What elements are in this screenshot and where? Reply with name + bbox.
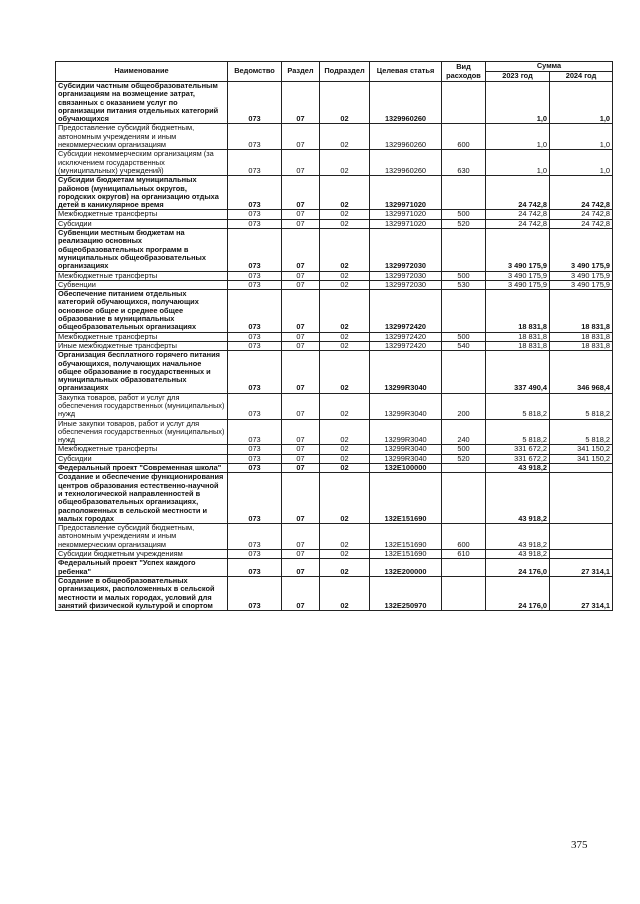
cell-target: 1329971020 bbox=[370, 219, 442, 228]
cell-amount-2023: 1,0 bbox=[486, 150, 550, 176]
cell-subsection: 02 bbox=[320, 393, 370, 419]
cell-target: 1329960260 bbox=[370, 82, 442, 124]
cell-expense-type: 600 bbox=[442, 524, 486, 550]
cell-subsection: 02 bbox=[320, 219, 370, 228]
col-header-expense-type: Вид расходов bbox=[442, 62, 486, 82]
cell-subsection: 02 bbox=[320, 576, 370, 610]
cell-subsection: 02 bbox=[320, 229, 370, 271]
cell-amount-2024: 18 831,8 bbox=[550, 290, 613, 332]
table-row bbox=[56, 124, 613, 150]
cell-name: Закупка товаров, работ и услуг для обеспечения государственных (муниципальных) нужд bbox=[56, 393, 228, 419]
cell-name: Субсидии частным общеобразовательным организациям на возмещение затрат, связанных с оказанием услуг по организации питания отдельных категорий обучающихся bbox=[56, 82, 228, 124]
cell-expense-type bbox=[442, 464, 486, 473]
cell-target: 1329971020 bbox=[370, 176, 442, 210]
cell-amount-2023: 331 672,2 bbox=[486, 454, 550, 463]
cell-section: 07 bbox=[282, 524, 320, 550]
table-row bbox=[56, 210, 613, 219]
cell-name: Межбюджетные трансферты bbox=[56, 332, 228, 341]
cell-ministry: 073 bbox=[228, 550, 282, 559]
cell-target: 132E200000 bbox=[370, 559, 442, 577]
col-header-ministry: Ведомство bbox=[228, 62, 282, 82]
table-row bbox=[56, 82, 613, 124]
cell-amount-2023: 43 918,2 bbox=[486, 550, 550, 559]
cell-section: 07 bbox=[282, 341, 320, 350]
cell-target: 13299R3040 bbox=[370, 351, 442, 393]
table-row bbox=[56, 341, 613, 350]
cell-amount-2024 bbox=[550, 464, 613, 473]
cell-amount-2024: 3 490 175,9 bbox=[550, 280, 613, 289]
cell-section: 07 bbox=[282, 280, 320, 289]
cell-subsection: 02 bbox=[320, 290, 370, 332]
cell-section: 07 bbox=[282, 332, 320, 341]
cell-subsection: 02 bbox=[320, 445, 370, 454]
cell-target: 13299R3040 bbox=[370, 445, 442, 454]
table-row bbox=[56, 473, 613, 524]
col-header-amount: Сумма bbox=[486, 62, 613, 72]
cell-section: 07 bbox=[282, 393, 320, 419]
cell-ministry: 073 bbox=[228, 351, 282, 393]
cell-section: 07 bbox=[282, 445, 320, 454]
cell-expense-type bbox=[442, 82, 486, 124]
cell-section: 07 bbox=[282, 473, 320, 524]
cell-section: 07 bbox=[282, 464, 320, 473]
cell-target: 1329972420 bbox=[370, 341, 442, 350]
cell-subsection: 02 bbox=[320, 210, 370, 219]
cell-amount-2023: 18 831,8 bbox=[486, 341, 550, 350]
cell-amount-2024: 1,0 bbox=[550, 124, 613, 150]
cell-amount-2024: 18 831,8 bbox=[550, 341, 613, 350]
cell-target: 1329971020 bbox=[370, 210, 442, 219]
table-row bbox=[56, 351, 613, 393]
cell-name: Обеспечение питанием отдельных категорий обучающихся, получающих основное общее и среднее общее образование в муниципальных общеобразовательных организациях bbox=[56, 290, 228, 332]
cell-name: Субсидии бюджетным учреждениям bbox=[56, 550, 228, 559]
cell-amount-2024 bbox=[550, 524, 613, 550]
cell-ministry: 073 bbox=[228, 332, 282, 341]
cell-expense-type bbox=[442, 229, 486, 271]
cell-amount-2023: 43 918,2 bbox=[486, 464, 550, 473]
cell-section: 07 bbox=[282, 176, 320, 210]
col-header-subsection: Подраздел bbox=[320, 62, 370, 82]
cell-amount-2024: 5 818,2 bbox=[550, 393, 613, 419]
cell-name: Создание и обеспечение функционирования центров образования естественно-научной и технологической направленностей в общеобразовательных организациях, расположенных в сельской местности и малых городах bbox=[56, 473, 228, 524]
cell-amount-2023: 24 176,0 bbox=[486, 559, 550, 577]
table-row bbox=[56, 559, 613, 577]
cell-section: 07 bbox=[282, 271, 320, 280]
cell-subsection: 02 bbox=[320, 351, 370, 393]
cell-target: 1329960260 bbox=[370, 150, 442, 176]
cell-ministry: 073 bbox=[228, 559, 282, 577]
cell-name: Субвенции местным бюджетам на реализацию основных общеобразовательных программ в муниципальных общеобразовательных организациях bbox=[56, 229, 228, 271]
col-header-section: Раздел bbox=[282, 62, 320, 82]
cell-section: 07 bbox=[282, 351, 320, 393]
cell-target: 13299R3040 bbox=[370, 419, 442, 445]
cell-amount-2023: 5 818,2 bbox=[486, 419, 550, 445]
cell-subsection: 02 bbox=[320, 332, 370, 341]
cell-amount-2024: 18 831,8 bbox=[550, 332, 613, 341]
table-row bbox=[56, 445, 613, 454]
cell-name: Организация бесплатного горячего питания обучающихся, получающих начальное общее образование в государственных и муниципальных образовательных организациях bbox=[56, 351, 228, 393]
cell-ministry: 073 bbox=[228, 290, 282, 332]
cell-section: 07 bbox=[282, 219, 320, 228]
col-header-year-2024: 2024 год bbox=[550, 72, 613, 82]
cell-section: 07 bbox=[282, 559, 320, 577]
cell-subsection: 02 bbox=[320, 464, 370, 473]
table-body bbox=[56, 82, 613, 611]
cell-amount-2024 bbox=[550, 550, 613, 559]
cell-amount-2024: 3 490 175,9 bbox=[550, 271, 613, 280]
cell-section: 07 bbox=[282, 210, 320, 219]
table-row bbox=[56, 280, 613, 289]
cell-amount-2023: 24 742,8 bbox=[486, 176, 550, 210]
cell-ministry: 073 bbox=[228, 271, 282, 280]
cell-ministry: 073 bbox=[228, 176, 282, 210]
cell-name: Межбюджетные трансферты bbox=[56, 210, 228, 219]
cell-expense-type bbox=[442, 559, 486, 577]
table-row bbox=[56, 454, 613, 463]
cell-target: 1329972030 bbox=[370, 280, 442, 289]
cell-amount-2023: 43 918,2 bbox=[486, 473, 550, 524]
cell-subsection: 02 bbox=[320, 271, 370, 280]
cell-target: 132E250970 bbox=[370, 576, 442, 610]
cell-subsection: 02 bbox=[320, 341, 370, 350]
cell-expense-type: 600 bbox=[442, 124, 486, 150]
table-row bbox=[56, 290, 613, 332]
cell-amount-2023: 18 831,8 bbox=[486, 332, 550, 341]
cell-subsection: 02 bbox=[320, 150, 370, 176]
cell-subsection: 02 bbox=[320, 82, 370, 124]
cell-name: Субсидии бюджетам муниципальных районов (муниципальных округов, городских округов) на организацию отдыха детей в каникулярное время bbox=[56, 176, 228, 210]
table-row bbox=[56, 524, 613, 550]
cell-amount-2023: 43 918,2 bbox=[486, 524, 550, 550]
cell-amount-2024: 341 150,2 bbox=[550, 454, 613, 463]
cell-name: Создание в общеобразовательных организациях, расположенных в сельской местности и малых городах, условий для занятий физической культурой и спортом bbox=[56, 576, 228, 610]
cell-amount-2023: 331 672,2 bbox=[486, 445, 550, 454]
budget-table bbox=[55, 61, 613, 611]
cell-subsection: 02 bbox=[320, 280, 370, 289]
cell-amount-2023: 18 831,8 bbox=[486, 290, 550, 332]
cell-expense-type: 500 bbox=[442, 210, 486, 219]
table-row bbox=[56, 176, 613, 210]
cell-ministry: 073 bbox=[228, 393, 282, 419]
cell-amount-2023: 1,0 bbox=[486, 82, 550, 124]
cell-target: 13299R3040 bbox=[370, 454, 442, 463]
cell-expense-type bbox=[442, 351, 486, 393]
cell-section: 07 bbox=[282, 82, 320, 124]
cell-section: 07 bbox=[282, 229, 320, 271]
table-row bbox=[56, 219, 613, 228]
page-number: 375 bbox=[571, 839, 588, 851]
cell-target: 1329972030 bbox=[370, 229, 442, 271]
table-row bbox=[56, 419, 613, 445]
cell-amount-2024: 341 150,2 bbox=[550, 445, 613, 454]
table-row bbox=[56, 464, 613, 473]
cell-name: Федеральный проект "Современная школа" bbox=[56, 464, 228, 473]
table-row bbox=[56, 393, 613, 419]
cell-amount-2024: 24 742,8 bbox=[550, 210, 613, 219]
cell-ministry: 073 bbox=[228, 576, 282, 610]
cell-name: Субсидии bbox=[56, 219, 228, 228]
cell-amount-2024: 27 314,1 bbox=[550, 559, 613, 577]
cell-section: 07 bbox=[282, 290, 320, 332]
cell-name: Иные межбюджетные трансферты bbox=[56, 341, 228, 350]
cell-ministry: 073 bbox=[228, 280, 282, 289]
cell-expense-type bbox=[442, 576, 486, 610]
cell-expense-type: 500 bbox=[442, 271, 486, 280]
cell-expense-type: 530 bbox=[442, 280, 486, 289]
cell-subsection: 02 bbox=[320, 419, 370, 445]
cell-expense-type: 630 bbox=[442, 150, 486, 176]
cell-amount-2023: 3 490 175,9 bbox=[486, 271, 550, 280]
table-row bbox=[56, 576, 613, 610]
cell-amount-2023: 1,0 bbox=[486, 124, 550, 150]
cell-name: Предоставление субсидий бюджетным, автономным учреждениям и иным некоммерческим организациям bbox=[56, 124, 228, 150]
cell-amount-2023: 337 490,4 bbox=[486, 351, 550, 393]
cell-amount-2024: 24 742,8 bbox=[550, 176, 613, 210]
table-row bbox=[56, 332, 613, 341]
cell-ministry: 073 bbox=[228, 445, 282, 454]
cell-amount-2024: 1,0 bbox=[550, 150, 613, 176]
cell-subsection: 02 bbox=[320, 524, 370, 550]
cell-amount-2023: 24 176,0 bbox=[486, 576, 550, 610]
cell-subsection: 02 bbox=[320, 176, 370, 210]
cell-amount-2023: 5 818,2 bbox=[486, 393, 550, 419]
cell-ministry: 073 bbox=[228, 454, 282, 463]
cell-target: 1329960260 bbox=[370, 124, 442, 150]
cell-expense-type: 200 bbox=[442, 393, 486, 419]
cell-ministry: 073 bbox=[228, 124, 282, 150]
cell-expense-type: 610 bbox=[442, 550, 486, 559]
cell-amount-2023: 24 742,8 bbox=[486, 219, 550, 228]
cell-amount-2024: 346 968,4 bbox=[550, 351, 613, 393]
cell-target: 132E151690 bbox=[370, 550, 442, 559]
cell-ministry: 073 bbox=[228, 524, 282, 550]
cell-expense-type: 520 bbox=[442, 219, 486, 228]
cell-ministry: 073 bbox=[228, 82, 282, 124]
cell-amount-2024: 5 818,2 bbox=[550, 419, 613, 445]
budget-table-sheet bbox=[55, 61, 612, 611]
cell-ministry: 073 bbox=[228, 219, 282, 228]
cell-name: Иные закупки товаров, работ и услуг для обеспечения государственных (муниципальных) нужд bbox=[56, 419, 228, 445]
table-row bbox=[56, 150, 613, 176]
cell-subsection: 02 bbox=[320, 559, 370, 577]
cell-name: Субвенции bbox=[56, 280, 228, 289]
cell-ministry: 073 bbox=[228, 473, 282, 524]
cell-expense-type bbox=[442, 176, 486, 210]
col-header-year-2023: 2023 год bbox=[486, 72, 550, 82]
cell-ministry: 073 bbox=[228, 464, 282, 473]
cell-section: 07 bbox=[282, 419, 320, 445]
cell-name: Межбюджетные трансферты bbox=[56, 271, 228, 280]
cell-amount-2024 bbox=[550, 473, 613, 524]
cell-expense-type: 500 bbox=[442, 332, 486, 341]
cell-ministry: 073 bbox=[228, 150, 282, 176]
cell-ministry: 073 bbox=[228, 210, 282, 219]
cell-target: 1329972420 bbox=[370, 332, 442, 341]
cell-expense-type: 240 bbox=[442, 419, 486, 445]
cell-subsection: 02 bbox=[320, 454, 370, 463]
cell-target: 132E100000 bbox=[370, 464, 442, 473]
cell-name: Федеральный проект "Успех каждого ребенка" bbox=[56, 559, 228, 577]
cell-amount-2024: 3 490 175,9 bbox=[550, 229, 613, 271]
cell-section: 07 bbox=[282, 576, 320, 610]
cell-amount-2024: 27 314,1 bbox=[550, 576, 613, 610]
cell-name: Субсидии bbox=[56, 454, 228, 463]
col-header-name: Наименование bbox=[56, 62, 228, 82]
cell-section: 07 bbox=[282, 150, 320, 176]
cell-expense-type: 520 bbox=[442, 454, 486, 463]
table-row bbox=[56, 229, 613, 271]
cell-expense-type: 500 bbox=[442, 445, 486, 454]
cell-target: 1329972030 bbox=[370, 271, 442, 280]
cell-target: 1329972420 bbox=[370, 290, 442, 332]
col-header-target: Целевая статья bbox=[370, 62, 442, 82]
cell-amount-2023: 3 490 175,9 bbox=[486, 229, 550, 271]
cell-subsection: 02 bbox=[320, 550, 370, 559]
cell-ministry: 073 bbox=[228, 419, 282, 445]
cell-ministry: 073 bbox=[228, 341, 282, 350]
cell-section: 07 bbox=[282, 124, 320, 150]
table-row bbox=[56, 271, 613, 280]
cell-section: 07 bbox=[282, 550, 320, 559]
cell-target: 132E151690 bbox=[370, 524, 442, 550]
table-header-row bbox=[56, 62, 613, 72]
cell-expense-type: 540 bbox=[442, 341, 486, 350]
cell-amount-2023: 3 490 175,9 bbox=[486, 280, 550, 289]
cell-expense-type bbox=[442, 473, 486, 524]
cell-amount-2023: 24 742,8 bbox=[486, 210, 550, 219]
cell-name: Межбюджетные трансферты bbox=[56, 445, 228, 454]
cell-subsection: 02 bbox=[320, 124, 370, 150]
table-row bbox=[56, 550, 613, 559]
cell-target: 132E151690 bbox=[370, 473, 442, 524]
cell-expense-type bbox=[442, 290, 486, 332]
cell-ministry: 073 bbox=[228, 229, 282, 271]
cell-target: 13299R3040 bbox=[370, 393, 442, 419]
cell-amount-2024: 1,0 bbox=[550, 82, 613, 124]
cell-amount-2024: 24 742,8 bbox=[550, 219, 613, 228]
cell-name: Предоставление субсидий бюджетным, автономным учреждениям и иным некоммерческим организациям bbox=[56, 524, 228, 550]
cell-subsection: 02 bbox=[320, 473, 370, 524]
cell-name: Субсидии некоммерческим организациям (за исключением государственных (муниципальных) учреждений) bbox=[56, 150, 228, 176]
cell-section: 07 bbox=[282, 454, 320, 463]
